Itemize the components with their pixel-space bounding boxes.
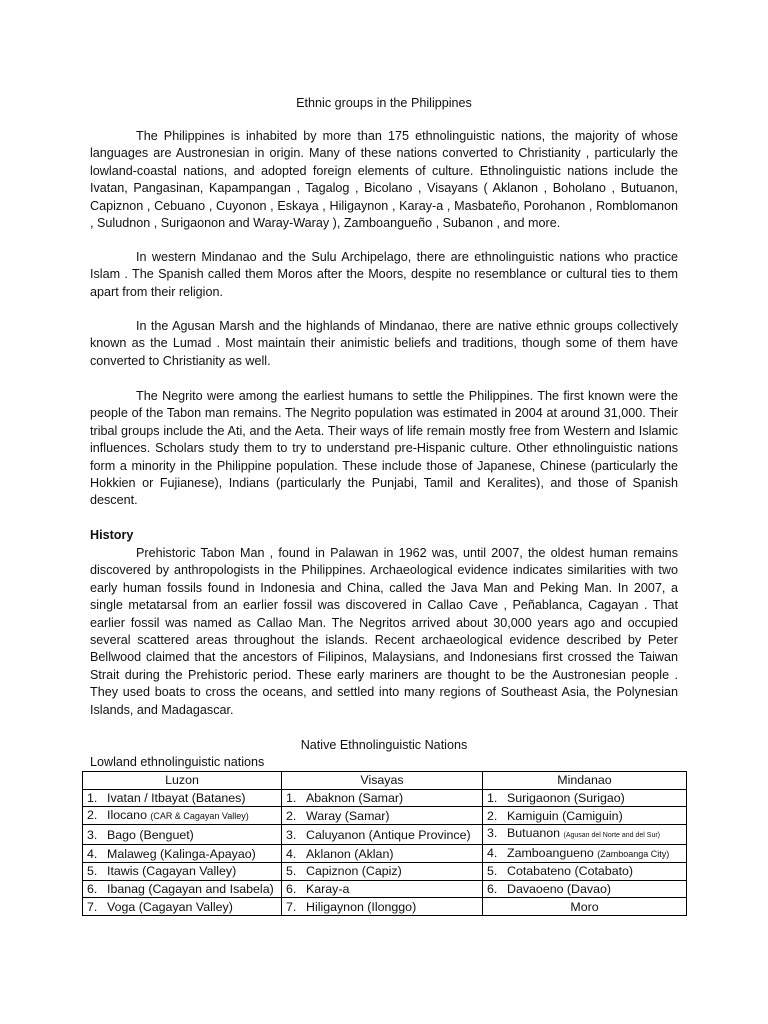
item-number: 7.: [87, 899, 98, 914]
item-name: Ibanag (Cagayan and Isabela): [107, 882, 274, 897]
table-title: Native Ethnolinguistic Nations: [300, 738, 468, 752]
item-name: Ivatan / Itbayat (Batanes): [107, 790, 246, 805]
paragraph-1-text: The Philippines is inhabited by more than 175 ethnolinguistic nations, the majority of whose languages are Austronesian in origin. Many of these nations converted to Christianity , particularly the lowland-coastal nations, and adopted foreign elements of culture. Ethnolinguistic nations include the Ivatan, Pangasinan, Kapampangan , Tagalog , Bicolano , Visayans ( Aklanon , Boholano , Butuanon, Capiznon , Cebuano , Cuyonon , Eskaya , Hiligaynon , Karay-a , Masbateño, Porohanon , Romblomanon , Suludnon , Surigaonon and Waray-Waray ), Zamboangueño , Subanon , and more.: [90, 129, 678, 231]
table-row: [83, 863, 687, 881]
luzon-cell: [83, 880, 282, 898]
history-paragraph-text: Prehistoric Tabon Man , found in Palawan in 1962 was, until 2007, the oldest human remains discovered by anthropologists in the Philippines. Archaeological evidence indicates similarities with two early human fossils found in Indonesia and China, called the Java Man and Peking Man. In 2007, a single metatarsal from an earlier fossil was discovered in Callao Cave , Peñablanca, Cagayan . That earlier fossil was named as Callao Man. The Negritos arrived about 30,000 years ago and occupied several scattered areas throughout the islands. Recent archaeological evidence described by Peter Bellwood claimed that the ancestors of Filipinos, Malaysians, and Indonesians first crossed the Taiwan Strait during the Prehistoric period. These early mariners are thought to be the Austronesian people . They used boats to cross the oceans, and settled into many regions of Southeast Asia, the Polynesian Islands, and Madagascar.: [90, 546, 678, 717]
mindanao-cell: [483, 807, 687, 825]
mindanao-cell: [483, 825, 687, 845]
item-number: 5.: [487, 864, 498, 879]
history-heading: History: [90, 528, 134, 542]
visayas-cell: [282, 807, 483, 825]
item-name: Davaoeno (Davao): [507, 882, 612, 897]
item-name: Capiznon (Capiz): [306, 864, 402, 879]
item-number: 2.: [487, 808, 498, 823]
luzon-cell: [83, 789, 282, 807]
paragraph-2: [90, 249, 678, 301]
ethnolinguistic-table: [82, 771, 687, 916]
luzon-cell: [83, 845, 282, 863]
item-name: Hiligaynon (Ilonggo): [306, 899, 417, 914]
item-name: Waray (Samar): [306, 808, 390, 823]
item-number: 5.: [286, 864, 297, 879]
luzon-cell: [83, 807, 282, 825]
visayas-cell: [282, 789, 483, 807]
item-name: Abaknon (Samar): [306, 790, 404, 805]
item-number: 1.: [87, 790, 98, 805]
item-name: Kamiguin (Camiguin): [507, 808, 623, 823]
table-row: [83, 845, 687, 863]
item-number: 3.: [286, 827, 297, 842]
paragraph-2-text: In western Mindanao and the Sulu Archipelago, there are ethnolinguistic nations who practice Islam . The Spanish called them Moros after the Moors, despite no resemblance or cultural ties to them apart from their religion.: [90, 250, 678, 299]
item-name: Caluyanon (Antique Province): [306, 827, 471, 842]
table-header-row: [83, 772, 687, 790]
item-name: Surigaonon (Surigao): [507, 790, 625, 805]
table-row: [83, 825, 687, 845]
item-name: Zamboangueno: [507, 846, 598, 861]
table-row: [83, 880, 687, 898]
mindanao-cell: [483, 845, 687, 863]
item-name: Malaweg (Kalinga-Apayao): [107, 846, 256, 861]
luzon-cell: [83, 898, 282, 916]
item-number: 3.: [87, 827, 98, 842]
item-number: 6.: [487, 882, 498, 897]
visayas-cell: [282, 845, 483, 863]
item-name: Butuanon: [507, 826, 564, 841]
paragraph-3-text: In the Agusan Marsh and the highlands of Mindanao, there are native ethnic groups collectively known as the Lumad . Most maintain their animistic beliefs and traditions, though some of them have converted to Christianity as well.: [90, 319, 678, 368]
item-number: 6.: [286, 882, 297, 897]
item-number: 5.: [87, 864, 98, 879]
visayas-cell: [282, 863, 483, 881]
item-region-note: (Agusan del Norte and del Sur): [563, 832, 660, 840]
table-row: [83, 898, 687, 916]
item-number: 6.: [87, 882, 98, 897]
column-header-luzon: Luzon: [83, 772, 282, 790]
item-name: Cotabateno (Cotabato): [507, 864, 634, 879]
item-number: 4.: [487, 846, 498, 861]
item-region-note: (CAR & Cagayan Valley): [150, 811, 249, 822]
paragraph-4: [90, 388, 678, 510]
item-name: Itawis (Cagayan Valley): [107, 864, 237, 879]
paragraph-3: [90, 318, 678, 370]
paragraph-4-text: The Negrito were among the earliest humans to settle the Philippines. The first known were the people of the Tabon man remains. The Negrito population was estimated in 2004 at around 31,000. Their tribal groups include the Ati, and the Aeta. Their ways of life remain mostly free from Western and Islamic influences. Scholars study them to try to understand pre-Hispanic culture. Other ethnolinguistic nations form a minority in the Philippine population. These include those of Japanese, Chinese (particularly the Hokkien or Fujianese), Indians (particularly the Punjabi, Tamil and Keralites), and those of Spanish descent.: [90, 389, 678, 508]
mindanao-cell: [483, 789, 687, 807]
item-number: 1.: [487, 790, 498, 805]
item-name: Ilocano: [107, 808, 151, 823]
item-number: 2.: [87, 808, 98, 823]
table-row: [83, 789, 687, 807]
item-number: 4.: [286, 846, 297, 861]
item-name: Bago (Benguet): [107, 827, 194, 842]
luzon-cell: [83, 825, 282, 845]
luzon-cell: [83, 863, 282, 881]
document-title: Ethnic groups in the Philippines: [296, 96, 472, 110]
mindanao-cell: [483, 880, 687, 898]
table-row: [83, 807, 687, 825]
item-number: 2.: [286, 808, 297, 823]
item-name: Karay-a: [306, 882, 350, 897]
item-number: 7.: [286, 899, 297, 914]
mindanao-subheader-moro: Moro: [483, 898, 687, 916]
visayas-cell: [282, 880, 483, 898]
paragraph-1: [90, 128, 678, 232]
item-region-note: (Zamboanga City): [597, 849, 670, 860]
item-name: Aklanon (Aklan): [306, 846, 394, 861]
item-name: Voga (Cagayan Valley): [107, 899, 233, 914]
item-number: 1.: [286, 790, 297, 805]
column-header-visayas: Visayas: [282, 772, 483, 790]
visayas-cell: [282, 825, 483, 845]
item-number: 3.: [487, 826, 498, 841]
history-paragraph: [90, 545, 678, 719]
column-header-mindanao: Mindanao: [483, 772, 687, 790]
mindanao-cell: [483, 863, 687, 881]
table-subtitle: Lowland ethnolinguistic nations: [90, 755, 265, 769]
item-number: 4.: [87, 846, 98, 861]
visayas-cell: [282, 898, 483, 916]
